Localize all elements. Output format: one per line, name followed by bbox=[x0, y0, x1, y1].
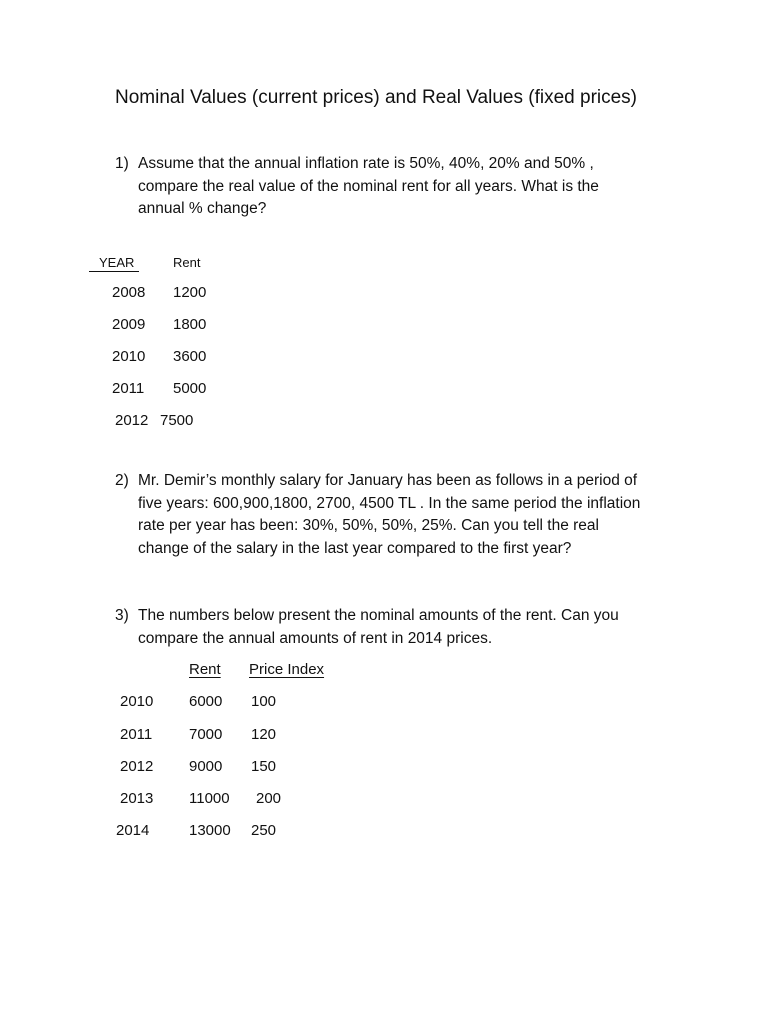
table-cell-rent: 5000 bbox=[173, 380, 207, 397]
table-header-price-index: Price Index bbox=[249, 661, 325, 678]
question-number: 1) bbox=[115, 155, 129, 172]
table-cell-price-index: 200 bbox=[256, 790, 282, 807]
table-cell-year: 2010 bbox=[120, 693, 154, 710]
page-title: Nominal Values (current prices) and Real Values (fixed prices) bbox=[115, 87, 638, 108]
question-1 bbox=[115, 153, 675, 223]
table-cell-rent: 3600 bbox=[173, 348, 207, 365]
question-text-line: five years: 600,900,1800, 2700, 4500 TL . In the same period the inflation bbox=[138, 494, 641, 512]
question-number: 2) bbox=[115, 472, 129, 489]
question-text-line: annual % change? bbox=[138, 200, 267, 217]
table-cell-price-index: 150 bbox=[251, 758, 277, 775]
table-cell-year: 2013 bbox=[120, 790, 154, 807]
table-header-year: YEAR bbox=[89, 255, 139, 272]
table-cell-year: 2012 bbox=[120, 758, 154, 775]
table-header-rent: Rent bbox=[189, 661, 221, 678]
table-cell-rent: 13000 bbox=[189, 822, 231, 839]
table-cell-rent: 1800 bbox=[173, 316, 207, 333]
table-cell-price-index: 120 bbox=[251, 726, 277, 743]
table-cell-rent: 6000 bbox=[189, 693, 223, 710]
table-cell-year: 2011 bbox=[120, 726, 153, 743]
table-cell-year: 2012 bbox=[115, 412, 149, 429]
table-header-rent: Rent bbox=[173, 255, 201, 270]
table-cell-rent: 7000 bbox=[189, 726, 223, 743]
question-text-line: The numbers below present the nominal amounts of the rent. Can you bbox=[138, 607, 619, 624]
table-cell-year: 2011 bbox=[112, 380, 145, 397]
question-text-line: Assume that the annual inflation rate is 50%, 40%, 20% and 50% , bbox=[138, 155, 594, 172]
question-text-line: rate per year has been: 30%, 50%, 50%, 25%. Can you tell the real bbox=[138, 517, 599, 534]
table-cell-year: 2008 bbox=[112, 284, 146, 301]
table-cell-price-index: 250 bbox=[251, 822, 277, 839]
table-cell-year: 2009 bbox=[112, 316, 146, 333]
table-cell-rent: 7500 bbox=[160, 412, 194, 429]
table-cell-price-index: 100 bbox=[251, 693, 277, 710]
question-2 bbox=[115, 470, 715, 562]
question-number: 3) bbox=[115, 607, 129, 624]
table-cell-rent: 1200 bbox=[173, 284, 207, 301]
table-cell-rent: 9000 bbox=[189, 758, 223, 775]
table-cell-rent: 11000 bbox=[189, 790, 230, 807]
question-text-line: compare the annual amounts of rent in 2014 prices. bbox=[138, 629, 493, 647]
question-text-line: Mr. Demir’s monthly salary for January has been as follows in a period of bbox=[138, 472, 638, 489]
question-text-line: change of the salary in the last year compared to the first year? bbox=[138, 539, 572, 557]
table-cell-year: 2010 bbox=[112, 348, 146, 365]
table-cell-year: 2014 bbox=[116, 822, 150, 839]
question-3 bbox=[115, 605, 675, 651]
question-text-line: compare the real value of the nominal rent for all years. What is the bbox=[138, 177, 599, 195]
